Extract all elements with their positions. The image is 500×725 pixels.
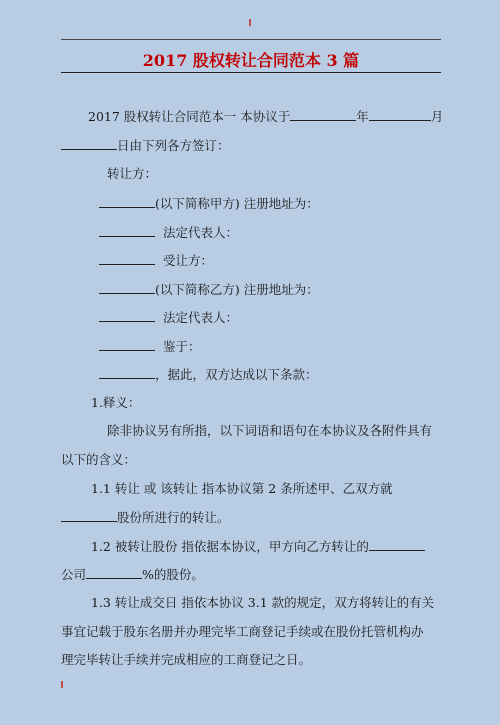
blank-field: [61, 509, 117, 522]
blank-field: [99, 338, 155, 351]
header-rule-top: [61, 39, 441, 40]
party-b-line: [99, 281, 319, 298]
blank-field: [369, 538, 425, 551]
clause-1-1-line: 1.1 转让 或 该转让 指本协议第 2 条所述甲、乙双方就: [91, 481, 393, 496]
text-segment: 月: [430, 109, 444, 124]
blank-field: [61, 137, 117, 150]
clause-1-3-cont-1: 事宜记载于股东名册并办理完毕工商登记手续或在股份托管机构办: [61, 624, 424, 639]
text-segment: 2017 股权转让合同范本一 本协议于: [88, 109, 291, 124]
text-segment: 日由下列各方签订：: [117, 138, 230, 153]
blank-field: [99, 252, 155, 265]
clause-1-3-cont-2: 理完毕转让手续并完成相应的工商登记之日。: [61, 652, 312, 667]
text-segment: (以下简称乙方) 注册地址为：: [155, 282, 319, 297]
blank-field: [86, 566, 142, 579]
blank-field: [99, 281, 155, 294]
clause-1-3-line: 1.3 转让成交日 指依本协议 3.1 款的规定，双方将转让的有关: [91, 595, 435, 610]
text-segment: 股份所进行的转让。: [117, 510, 230, 525]
text-segment: 鉴于：: [162, 339, 201, 354]
text-segment: %的股份。: [142, 567, 204, 582]
section-definitions-heading: 1.释义：: [91, 395, 141, 410]
top-margin-mark: [249, 19, 251, 26]
agreement-line: [99, 366, 318, 383]
party-a-rep-line: [99, 224, 238, 241]
paragraph-line-13: 以下的含义：: [61, 452, 137, 467]
text-segment: ，据此，双方达成以下条款：: [155, 367, 318, 382]
paragraph-line-1: [88, 108, 443, 125]
blank-field: [99, 309, 155, 322]
clause-1-1-cont: [61, 509, 230, 526]
clause-1-2-line: [91, 538, 425, 555]
text-segment: 法定代表人：: [162, 310, 238, 325]
text-segment: 年: [356, 109, 369, 124]
whereas-line: [99, 338, 200, 355]
transferee-line: [99, 252, 213, 269]
blank-field: [99, 224, 155, 237]
party-a-line: [99, 195, 319, 212]
text-segment: 公司: [61, 567, 87, 582]
bottom-margin-mark: [61, 681, 63, 688]
blank-field: [99, 366, 155, 379]
blank-field: [290, 108, 356, 121]
blank-field: [99, 195, 155, 208]
text-segment: 受让方：: [162, 253, 213, 268]
document-title: 2017 股权转让合同范本 3 篇: [142, 51, 360, 70]
transferor-label: 转让方：: [107, 166, 158, 181]
text-segment: 1.2 被转让股份 指依据本协议，甲方向乙方转让的: [91, 539, 369, 554]
party-b-rep-line: [99, 309, 238, 326]
text-segment: 法定代表人：: [162, 225, 238, 240]
paragraph-line-2: [61, 137, 230, 154]
paragraph-line-12: 除非协议另有所指，以下词语和语句在本协议及各附件具有: [107, 423, 433, 438]
clause-1-2-cont: [61, 566, 204, 583]
text-segment: (以下简称甲方) 注册地址为：: [155, 196, 319, 211]
blank-field: [369, 108, 431, 121]
header-rule-bottom: [61, 72, 441, 73]
